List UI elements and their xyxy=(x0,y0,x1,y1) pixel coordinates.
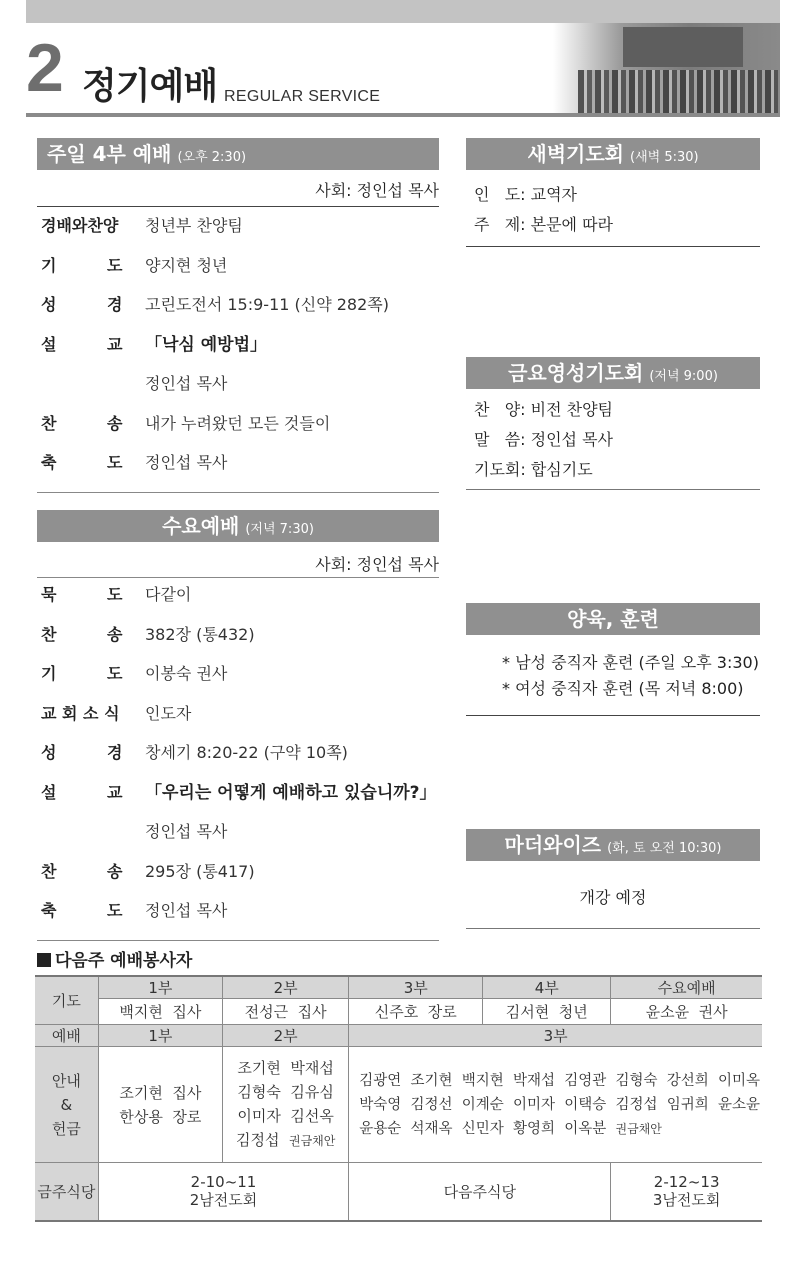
mother-wise-body xyxy=(466,861,760,931)
order-row xyxy=(37,699,439,729)
wednesday-service-header xyxy=(37,510,439,542)
training-title: 양육, 훈련 xyxy=(567,607,659,631)
order-label-b: 송 xyxy=(107,413,123,433)
photo-screen xyxy=(623,27,743,67)
order-label-b: 도 xyxy=(107,664,123,683)
worship-team-photo xyxy=(553,23,780,114)
order-label-a: 찬 xyxy=(41,413,57,433)
training-body xyxy=(466,635,760,717)
sunday-service-title: 주일 4부 예배 xyxy=(47,142,172,166)
order-row xyxy=(37,857,439,887)
order-value: 청년부 찬양팀 xyxy=(145,216,243,235)
prayer-col-4: 4부 xyxy=(483,976,611,999)
dawn-prayer-header xyxy=(466,138,760,170)
kitchen-next-label: 다음주식당 xyxy=(349,1163,611,1221)
usher-note: 권금채안 xyxy=(289,1134,336,1148)
usher-note: 권금채안 xyxy=(615,1121,662,1136)
divider xyxy=(37,206,439,207)
divider xyxy=(466,715,760,716)
order-row xyxy=(37,409,439,439)
volunteers-table xyxy=(35,975,762,1222)
order-row xyxy=(37,778,439,808)
order-row xyxy=(37,817,439,847)
prayer-col-2: 2부 xyxy=(223,976,349,999)
friday-prayer-meeting: 기도회: 합심기도 xyxy=(474,460,593,479)
order-label-b: 도 xyxy=(107,585,123,604)
order-label-a: 찬 xyxy=(41,861,57,881)
mother-wise-time: (화, 토 오전 10:30) xyxy=(607,841,722,856)
kitchen-date: 2-12~13 xyxy=(653,1173,720,1192)
order-value: 382장 (통432) xyxy=(145,624,255,644)
divider xyxy=(37,940,439,941)
usher-col-2: 2부 xyxy=(223,1025,349,1047)
order-row xyxy=(37,330,439,360)
usher-names: 김형숙 김유심 xyxy=(237,1083,334,1101)
wednesday-presider: 사회: 정인섭 목사 xyxy=(315,555,439,574)
training-header xyxy=(466,603,760,635)
top-banner-bar xyxy=(26,0,780,23)
divider xyxy=(466,489,760,490)
usher-names: 이미자 김선옥 xyxy=(237,1107,334,1125)
wednesday-service-time: (저녁 7:30) xyxy=(245,522,314,537)
friday-prayer-praise: 찬 양: 비전 찬양팀 xyxy=(474,400,614,419)
order-value: 정인섭 목사 xyxy=(145,901,228,920)
prayer-col-3: 3부 xyxy=(349,976,483,999)
usher-label-line: & xyxy=(60,1095,73,1114)
order-value: 295장 (통417) xyxy=(145,861,255,881)
friday-prayer-header xyxy=(466,357,760,389)
dawn-prayer-body xyxy=(466,170,760,250)
usher-label-line: 헌금 xyxy=(51,1119,81,1138)
usher-names: 김광연 조기현 백지현 박재섭 김영관 김형숙 강선희 이미옥 xyxy=(359,1072,760,1089)
order-row xyxy=(37,580,439,610)
page-subtitle: REGULAR SERVICE xyxy=(224,88,381,105)
order-label-a: 성 xyxy=(41,743,57,762)
kitchen-group: 2남전도회 xyxy=(189,1191,258,1210)
wednesday-service-title: 수요예배 xyxy=(162,514,240,538)
friday-prayer-time: (저녁 9:00) xyxy=(649,369,718,384)
divider xyxy=(37,577,439,578)
order-label-a: 설 xyxy=(41,334,57,354)
friday-prayer-message: 말 씀: 정인섭 목사 xyxy=(474,430,614,449)
kitchen-date: 2-10~11 xyxy=(190,1173,257,1192)
order-row xyxy=(37,448,439,478)
order-value: 고린도전서 15:9-11 (신약 282쪽) xyxy=(145,295,389,314)
prayer-col-1: 1부 xyxy=(98,976,222,999)
kitchen-this-week xyxy=(98,1163,349,1221)
order-row xyxy=(37,738,439,768)
order-row xyxy=(37,620,439,650)
order-label-b: 교 xyxy=(107,782,123,802)
order-value: 정인섭 목사 xyxy=(145,374,228,393)
order-value: 양지현 청년 xyxy=(145,255,228,275)
order-label-a: 교 회 소 식 xyxy=(41,703,120,723)
order-value: 내가 누려왔던 모든 것들이 xyxy=(145,413,331,433)
usher-names: 김정섭 xyxy=(235,1131,280,1149)
page-title: 정기예배 xyxy=(82,66,218,107)
order-label-a: 축 xyxy=(41,901,57,920)
usher-part2 xyxy=(223,1047,349,1163)
order-label-b: 송 xyxy=(107,624,123,644)
usher-col-1: 1부 xyxy=(98,1025,222,1047)
usher-names: 조기현 집사 xyxy=(119,1083,202,1102)
usher-part1 xyxy=(98,1047,222,1163)
usher-col-3: 3부 xyxy=(349,1025,762,1047)
usher-label-line: 안내 xyxy=(51,1071,81,1090)
order-label-a: 묵 xyxy=(41,585,57,604)
order-label-a: 기 xyxy=(41,255,57,275)
order-value: 「낙심 예방법」 xyxy=(145,334,268,355)
order-value: 인도자 xyxy=(145,703,192,723)
divider xyxy=(37,492,439,493)
order-row xyxy=(37,659,439,689)
friday-prayer-title: 금요영성기도회 xyxy=(508,361,644,385)
usher-names: 한상용 장로 xyxy=(119,1107,202,1126)
photo-people xyxy=(578,70,778,114)
mother-wise-status: 개강 예정 xyxy=(579,888,647,907)
order-label-b: 송 xyxy=(107,861,123,881)
next-week-volunteers-title xyxy=(37,946,192,971)
training-men: * 남성 중직자 훈련 (주일 오후 3:30) xyxy=(502,653,759,672)
prayer-name-2: 전성근 집사 xyxy=(223,999,349,1025)
sunday-service-order xyxy=(37,170,439,490)
training-women: * 여성 중직자 훈련 (목 저녁 8:00) xyxy=(502,679,744,698)
square-bullet-icon xyxy=(37,953,51,967)
usher-names: 조기현 박재섭 xyxy=(237,1059,334,1077)
order-label-a: 기 xyxy=(41,664,57,683)
kitchen-group: 3남전도회 xyxy=(652,1191,721,1210)
order-label-b: 도 xyxy=(107,453,123,472)
friday-prayer-body xyxy=(466,389,760,494)
order-row xyxy=(37,211,439,241)
mother-wise-header xyxy=(466,829,760,861)
prayer-name-1: 백지현 집사 xyxy=(98,999,222,1025)
order-row xyxy=(37,369,439,399)
divider xyxy=(466,246,760,247)
order-row xyxy=(37,896,439,926)
prayer-name-4: 김서현 청년 xyxy=(483,999,611,1025)
sunday-presider: 사회: 정인섭 목사 xyxy=(315,181,439,200)
order-label-a: 설 xyxy=(41,782,57,802)
order-row xyxy=(37,290,439,320)
dawn-prayer-topic: 주 제: 본문에 따라 xyxy=(474,215,614,234)
order-value: 「우리는 어떻게 예배하고 있습니까?」 xyxy=(145,782,437,803)
order-label-b: 경 xyxy=(107,295,123,314)
prayer-col-5: 수요예배 xyxy=(611,976,762,999)
order-label-a: 경배와찬양 xyxy=(41,216,119,235)
kitchen-label: 금주식당 xyxy=(35,1163,98,1221)
prayer-name-3: 신주호 장로 xyxy=(349,999,483,1025)
order-value: 이봉숙 권사 xyxy=(145,664,228,683)
usher-names: 박숙영 김정선 이계순 이미자 이택승 김정섭 임귀희 윤소윤 xyxy=(359,1096,760,1113)
usher-offering-label xyxy=(35,1047,98,1163)
usher-part3 xyxy=(349,1047,762,1163)
order-row xyxy=(37,251,439,281)
table-title-text: 다음주 예배봉사자 xyxy=(55,951,193,971)
order-value: 정인섭 목사 xyxy=(145,453,228,472)
order-value: 다같이 xyxy=(145,585,192,604)
order-label-b: 교 xyxy=(107,334,123,354)
dawn-prayer-leader: 인 도: 교역자 xyxy=(474,185,578,204)
dawn-prayer-title: 새벽기도회 xyxy=(527,142,624,166)
sunday-service-header xyxy=(37,138,439,170)
section-number: 2 xyxy=(26,30,64,106)
service-label: 예배 xyxy=(35,1025,98,1047)
order-value: 정인섭 목사 xyxy=(145,822,228,841)
sunday-service-time: (오후 2:30) xyxy=(177,150,247,165)
header-divider xyxy=(26,113,780,117)
order-label-b: 경 xyxy=(107,743,123,762)
divider xyxy=(466,928,760,929)
order-label-b: 도 xyxy=(107,901,123,920)
wednesday-service-order xyxy=(37,542,439,932)
order-label-a: 성 xyxy=(41,295,57,314)
usher-names: 윤용순 석재옥 신민자 황영희 이옥분 xyxy=(359,1120,607,1137)
order-label-a: 축 xyxy=(41,453,57,472)
order-value: 창세기 8:20-22 (구약 10쪽) xyxy=(145,743,348,762)
mother-wise-title: 마더와이즈 xyxy=(504,833,602,857)
order-label-b: 도 xyxy=(107,255,123,275)
prayer-name-5: 윤소윤 권사 xyxy=(611,999,762,1025)
dawn-prayer-time: (새벽 5:30) xyxy=(630,150,699,165)
prayer-label: 기도 xyxy=(35,976,98,1025)
order-label-a: 찬 xyxy=(41,624,57,644)
kitchen-next-week xyxy=(611,1163,762,1221)
